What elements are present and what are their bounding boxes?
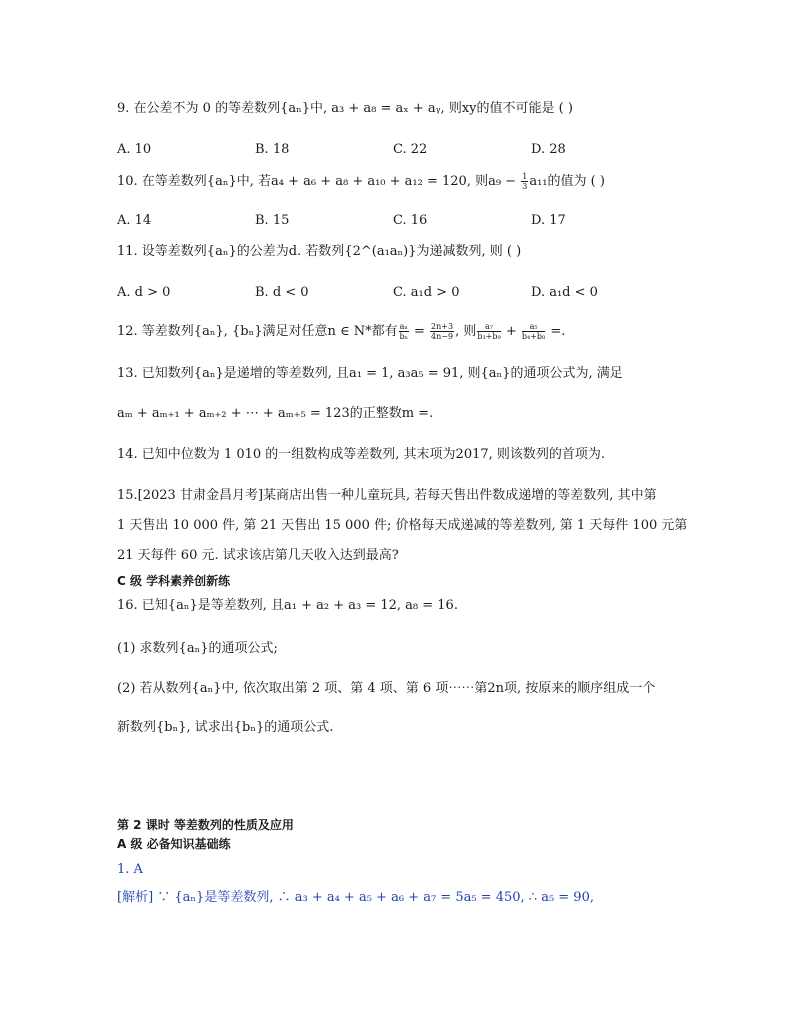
q10-fraction bbox=[521, 172, 528, 191]
q12-fraction-3 bbox=[477, 322, 500, 341]
q10-option-a: A. 14 bbox=[117, 213, 152, 228]
q11-option-a: A. d > 0 bbox=[117, 285, 171, 300]
q12-f4-den: b₄+b₈ bbox=[521, 332, 546, 341]
q9-option-a: A. 10 bbox=[117, 142, 152, 157]
q11-option-c: C. a₁d > 0 bbox=[393, 285, 460, 300]
q9-option-b: B. 18 bbox=[255, 142, 290, 157]
question-15-line-3: 21 天每件 60 元. 试求该店第几天收入达到最高? bbox=[117, 548, 399, 563]
q11-option-d: D. a₁d < 0 bbox=[531, 285, 598, 300]
section-a-heading: A 级 必备知识基础练 bbox=[117, 837, 231, 851]
question-13-line-2: aₘ + aₘ₊₁ + aₘ₊₂ + ⋯ + aₘ₊₅ = 123的正整数m =. bbox=[117, 406, 434, 421]
q12-eq: = bbox=[409, 324, 430, 339]
q12-end: =. bbox=[546, 324, 566, 339]
q12-f4-num: a₅ bbox=[522, 322, 545, 332]
q10-text-post: a₁₁的值为 ( ) bbox=[529, 174, 605, 189]
question-14: 14. 已知中位数为 1 010 的一组数构成等差数列, 其末项为2017, 则该数列的首项为. bbox=[117, 447, 606, 462]
question-16-part-2: (2) 若从数列{aₙ}中, 依次取出第 2 项、第 4 项、第 6 项⋯⋯第2n项, 按原来的顺序组成一个 bbox=[117, 681, 656, 696]
question-16: 16. 已知{aₙ}是等差数列, 且a₁ + a₂ + a₃ = 12, a₈ = 16. bbox=[117, 598, 458, 613]
section-c-heading: C 级 学科素养创新练 bbox=[117, 574, 231, 588]
question-9: 9. 在公差不为 0 的等差数列{aₙ}中, a₃ + a₈ = aₓ + aᵧ, 则xy的值不可能是 ( ) bbox=[117, 101, 573, 116]
q12-text-pre: 12. 等差数列{aₙ}, {bₙ}满足对任意n ∈ N*都有 bbox=[117, 324, 398, 339]
question-16-part-3: 新数列{bₙ}, 试求出{bₙ}的通项公式. bbox=[117, 720, 334, 735]
q12-fraction-2 bbox=[430, 322, 454, 341]
question-11: 11. 设等差数列{aₙ}的公差为d. 若数列{2^(a₁aₙ)}为递减数列, 则 ( ) bbox=[117, 244, 522, 259]
q10-option-c: C. 16 bbox=[393, 213, 428, 228]
q10-option-d: D. 17 bbox=[531, 213, 566, 228]
answer-1-analysis: [解析] ∵ {aₙ}是等差数列, ∴ a₃ + a₄ + a₅ + a₆ + a₇ = 5a₅ = 450, ∴ a₅ = 90, bbox=[117, 890, 594, 905]
answer-1: 1. A bbox=[117, 862, 143, 877]
q12-plus: + bbox=[501, 324, 521, 339]
q10-frac-num: 1 bbox=[522, 172, 528, 181]
question-16-part-1: (1) 求数列{aₙ}的通项公式; bbox=[117, 641, 278, 656]
q12-f3-num: a₇ bbox=[477, 322, 500, 332]
q12-f2-num: 2n+3 bbox=[431, 322, 454, 331]
q10-text-pre: 10. 在等差数列{aₙ}中, 若a₄ + a₆ + a₈ + a₁₀ + a₁₂ = 120, 则a₉ − bbox=[117, 174, 521, 189]
q12-f3-den: b₃+b₉ bbox=[477, 332, 501, 341]
question-12 bbox=[117, 322, 565, 341]
lesson-title: 第 2 课时 等差数列的性质及应用 bbox=[117, 818, 294, 832]
q10-frac-den: 3 bbox=[522, 182, 528, 191]
q9-option-c: C. 22 bbox=[393, 142, 428, 157]
q12-f1-num: aₙ bbox=[399, 322, 408, 331]
q12-f2-den: 4n−9 bbox=[431, 332, 454, 341]
q11-option-b: B. d < 0 bbox=[255, 285, 309, 300]
q10-option-b: B. 15 bbox=[255, 213, 290, 228]
question-15-line-1: 15.[2023 甘肃金昌月考]某商店出售一种儿童玩具, 若每天售出件数成递增的等差数列, 其中第 bbox=[117, 488, 657, 503]
q12-f1-den: bₙ bbox=[399, 332, 409, 341]
q12-fraction-1 bbox=[399, 322, 409, 341]
q12-mid: , 则 bbox=[455, 324, 477, 339]
q9-option-d: D. 28 bbox=[531, 142, 566, 157]
question-15-line-2: 1 天售出 10 000 件, 第 21 天售出 15 000 件; 价格每天成递减的等差数列, 第 1 天每件 100 元第 bbox=[117, 518, 688, 533]
q12-fraction-4 bbox=[522, 322, 545, 341]
question-13-line-1: 13. 已知数列{aₙ}是递增的等差数列, 且a₁ = 1, a₃a₅ = 91, 则{aₙ}的通项公式为, 满足 bbox=[117, 366, 623, 381]
question-10 bbox=[117, 172, 605, 191]
